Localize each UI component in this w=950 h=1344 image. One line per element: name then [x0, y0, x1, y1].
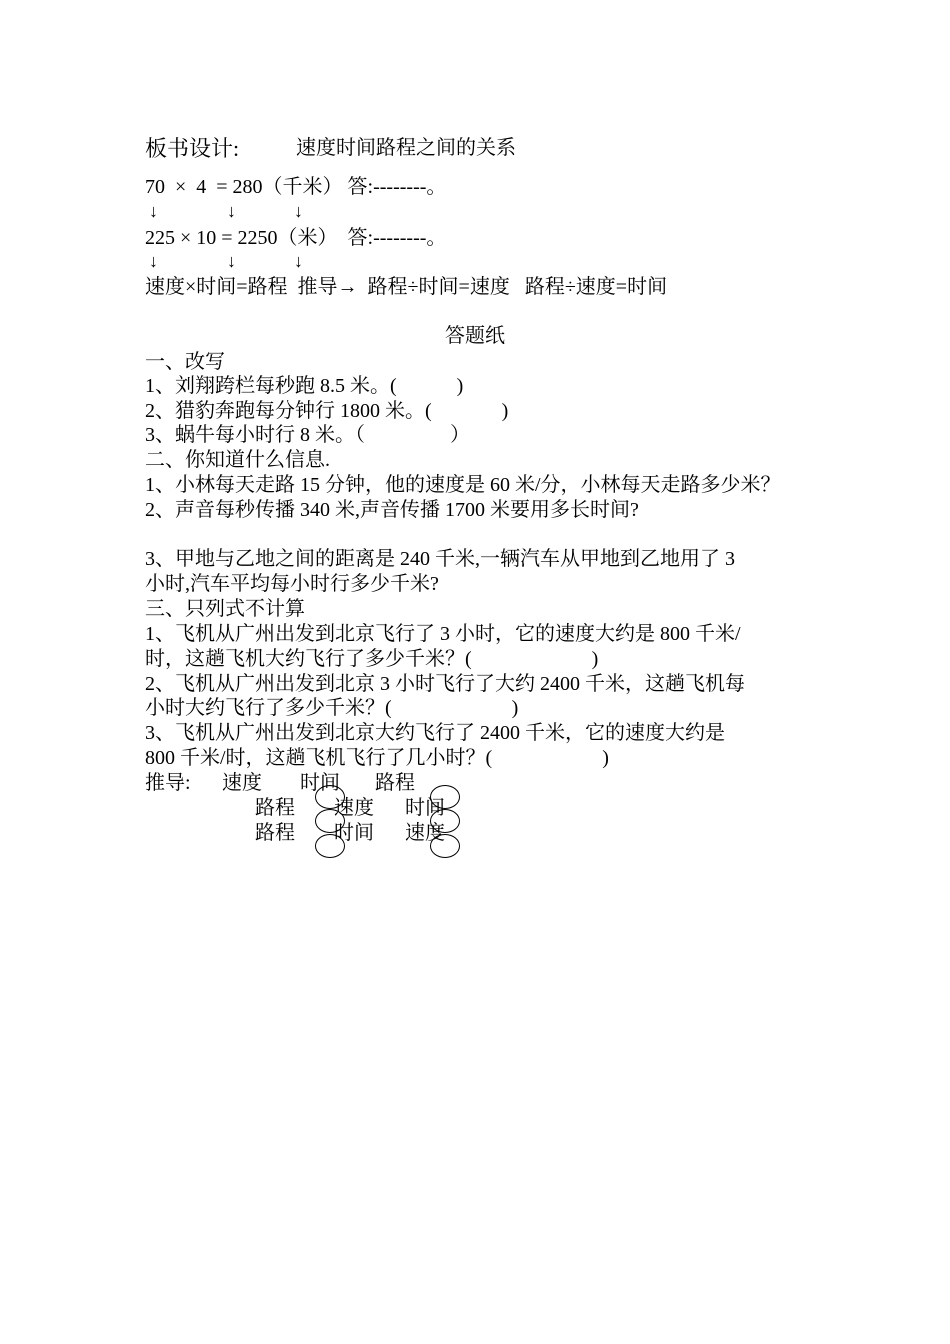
down-arrow-icon: ↓ — [149, 201, 158, 221]
operator-circle — [315, 834, 345, 858]
derivation-term: 时间 — [334, 822, 374, 844]
text-line: 3、蜗牛每小时行 8 米。（ ） — [145, 424, 470, 446]
derivation-term: 路程 — [255, 797, 295, 819]
down-arrow-icon: ↓ — [294, 201, 303, 221]
down-arrow-icon: ↓ — [294, 251, 303, 271]
board-title: 速度时间路程之间的关系 — [296, 137, 516, 159]
operator-circle — [430, 809, 460, 833]
text-line: 二、你知道什么信息. — [145, 449, 330, 471]
down-arrow-icon: ↓ — [227, 251, 236, 271]
derivation-term: 路程 — [255, 822, 295, 844]
derivation-term: 时间 — [300, 772, 340, 794]
text-line: 一、改写 — [145, 351, 225, 373]
operator-circle — [430, 785, 460, 809]
text-line: 时，这趟飞机大约飞行了多少千米？( ) — [145, 648, 599, 670]
derivation-term: 路程 — [375, 772, 415, 794]
operator-circle — [315, 785, 345, 809]
text-line: 2、猎豹奔跑每分钟行 1800 米。( ) — [145, 400, 509, 422]
down-arrow-icon: ↓ — [149, 251, 158, 271]
derivation-label: 推导: — [145, 772, 191, 794]
text-line: 800 千米/时，这趟飞机飞行了几小时？( ) — [145, 747, 609, 769]
text-line: 2、声音每秒传播 340 米,声音传播 1700 米要用多长时间? — [145, 499, 639, 521]
text-line: 2、飞机从广州出发到北京 3 小时飞行了大约 2400 千米，这趟飞机每 — [145, 673, 745, 695]
derivation-term: 速度 — [222, 772, 262, 794]
text-line: 1、小林每天走路 15 分钟，他的速度是 60 米/分，小林每天走路多少米？ — [145, 474, 781, 496]
board-line-1: 70 × 4 = 280（千米） 答:--------。 — [145, 176, 447, 198]
board-label: 板书设计: — [145, 136, 240, 161]
board-line-2: 225 × 10 = 2250（米） 答:--------。 — [145, 227, 447, 249]
operator-circle — [315, 809, 345, 833]
operator-circle — [430, 834, 460, 858]
text-line: 小时大约飞行了多少千米？( ) — [145, 697, 519, 719]
derivation-term: 时间 — [405, 797, 445, 819]
board-line-3: 速度×时间=路程 推导→ 路程÷时间=速度 路程÷速度=时间 — [145, 276, 668, 298]
answer-sheet-title: 答题纸 — [445, 325, 505, 347]
text-line: 1、刘翔跨栏每秒跑 8.5 米。( ) — [145, 375, 464, 397]
derivation-term: 速度 — [334, 797, 374, 819]
text-line: 3、飞机从广州出发到北京大约飞行了 2400 千米，它的速度大约是 — [145, 722, 725, 744]
text-line: 1、飞机从广州出发到北京飞行了 3 小时，它的速度大约是 800 千米/ — [145, 623, 741, 645]
text-line: 小时,汽车平均每小时行多少千米? — [145, 573, 439, 595]
text-line: 三、只列式不计算 — [145, 598, 305, 620]
text-line: 3、甲地与乙地之间的距离是 240 千米,一辆汽车从甲地到乙地用了 3 — [145, 548, 735, 570]
derivation-term: 速度 — [405, 822, 445, 844]
down-arrow-icon: ↓ — [227, 201, 236, 221]
